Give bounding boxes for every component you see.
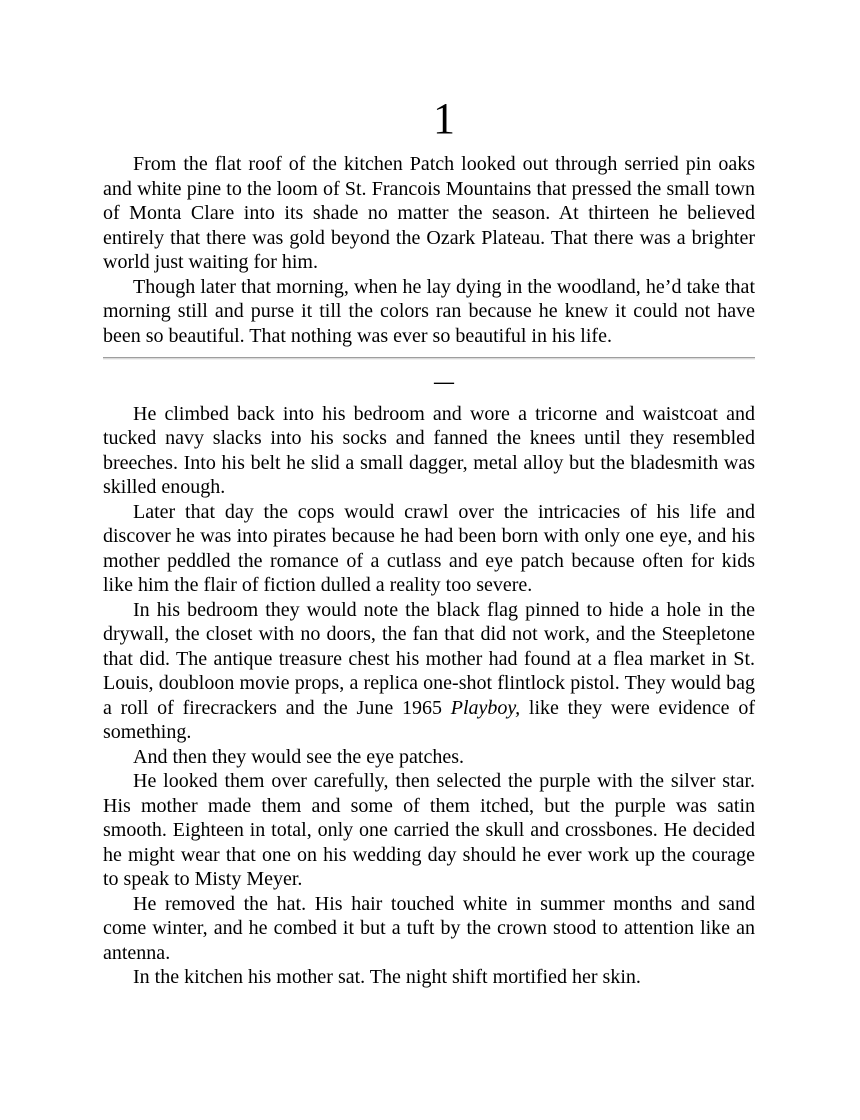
paragraph: Though later that morning, when he lay dying in the woodland, he’d take that morning still and purse it till the colors ran because he knew it could not have been so beautiful. That nothing was ever so beautiful in his life. — [103, 275, 755, 347]
paragraph: From the flat roof of the kitchen Patch looked out through serried pin oaks and white pine to the loom of St. Francois Mountains that pressed the small town of Monta Clare into its shade no matter the season. At thirteen he believed entirely that there was gold beyond the Ozark Plateau. That there was a brighter world just waiting for him. — [103, 153, 755, 273]
paragraph: He climbed back into his bedroom and wore a tricorne and waistcoat and tucked navy slacks into his socks and fanned the knees until they resembled breeches. Into his belt he slid a small dagger, metal alloy but the bladesmith was skilled enough. — [103, 402, 755, 498]
paragraph: Later that day the cops would crawl over the intricacies of his life and discover he was into pirates because he had been born with only one eye, and his mother peddled the romance of a cutlass and eye patch because often for kids like him the flair of fiction dulled a reality too severe. — [103, 500, 755, 596]
section-main — [103, 402, 755, 990]
scene-break-marker: — — [434, 371, 454, 393]
paragraph: He removed the hat. His hair touched white in summer months and sand come winter, and he combed it but a tuft by the crown stood to attention like an antenna. — [103, 892, 755, 964]
chapter-number: 1 — [433, 94, 455, 143]
paragraph: He looked them over carefully, then selected the purple with the silver star. His mother made them and some of them itched, but the purple was satin smooth. Eighteen in total, only one carried the skull and crossbones. He decided he might wear that one on his wedding day should he ever work up the courage to speak to Misty Meyer. — [103, 770, 755, 890]
paragraph-text: In his bedroom they would note the black flag pinned to hide a hole in the drywall, the closet with no doors, the fan that did not work, and the Steepletone that did. The antique treasure chest his mother had found at a flea market in St. Louis, doubloon movie props, a replica one-shot flintlock pistol. They would bag a roll of firecrackers and the June 1965 — [103, 598, 755, 719]
paragraph-text: like they were evidence of something. — [103, 696, 755, 743]
section-divider — [103, 357, 755, 360]
paragraph — [103, 598, 755, 745]
paragraph: In the kitchen his mother sat. The night shift mortified her skin. — [133, 966, 641, 988]
italicized-magazine-title: Playboy, — [450, 696, 521, 719]
paragraph: And then they would see the eye patches. — [133, 745, 465, 768]
section-opening — [103, 152, 755, 348]
